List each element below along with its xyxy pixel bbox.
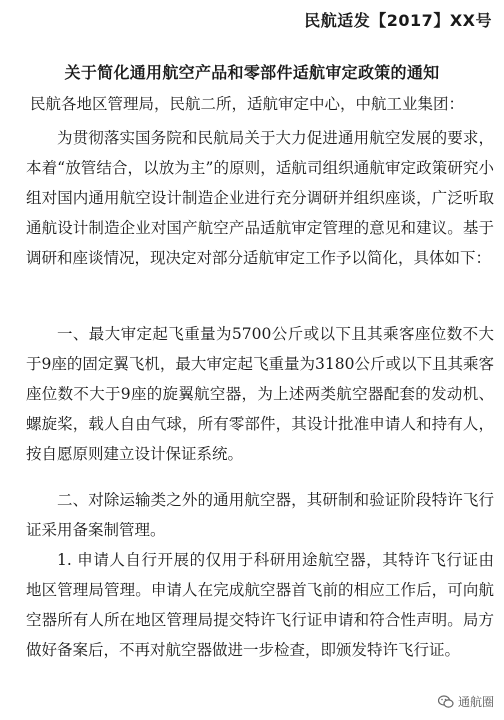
wechat-icon (438, 695, 454, 709)
paragraph-subitem-1: 1. 申请人自行开展的仅用于科研用途航空器，其特许飞行证由地区管理局管理。申请人在完成航空器首飞前的相应工作后，可向航空器所有人所在地区管理局提交特许飞行证申请和符合性声明。局方做好备案后，不再对航空器做进一步检查，即颁发特许飞行证。 (26, 551, 494, 659)
watermark-text: 通航圈 (457, 695, 494, 709)
watermark (438, 693, 494, 710)
document-number: 民航适发【2017】XX号 (304, 11, 492, 30)
paragraph-item-2: 二、对除运输类之外的通用航空器，其研制和验证阶段特许飞行证采用备案制管理。 (26, 491, 494, 539)
paragraph-item-1: 一、最大审定起飞重量为5700公斤或以下且其乘客座位数不大于9座的固定翼飞机，最大审定起飞重量为3180公斤或以下且其乘客座位数不大于9座的旋翼航空器，为上述两类航空器配套的发动机、螺旋桨，载人自由气球，所有零部件，其设计批准申请人和持有人，按自愿原则建立设计保证系统。 (26, 325, 494, 463)
paragraph-intro: 为贯彻落实国务院和民航局关于大力促进通用航空发展的要求，本着“放管结合，以放为主”的原则，适航司组织通航审定政策研究小组对国内通用航空设计制造企业进行充分调研并组织座谈，广泛听取通航设计制造企业对国产航空产品适航审定管理的意见和建议。基于调研和座谈情况，现决定对部分适航审定工作予以简化，具体如下： (26, 129, 494, 267)
recipients-line: 民航各地区管理局，民航二所，适航审定中心，中航工业集团： (30, 95, 465, 113)
document-title: 关于简化通用航空产品和零部件适航审定政策的通知 (64, 63, 440, 82)
